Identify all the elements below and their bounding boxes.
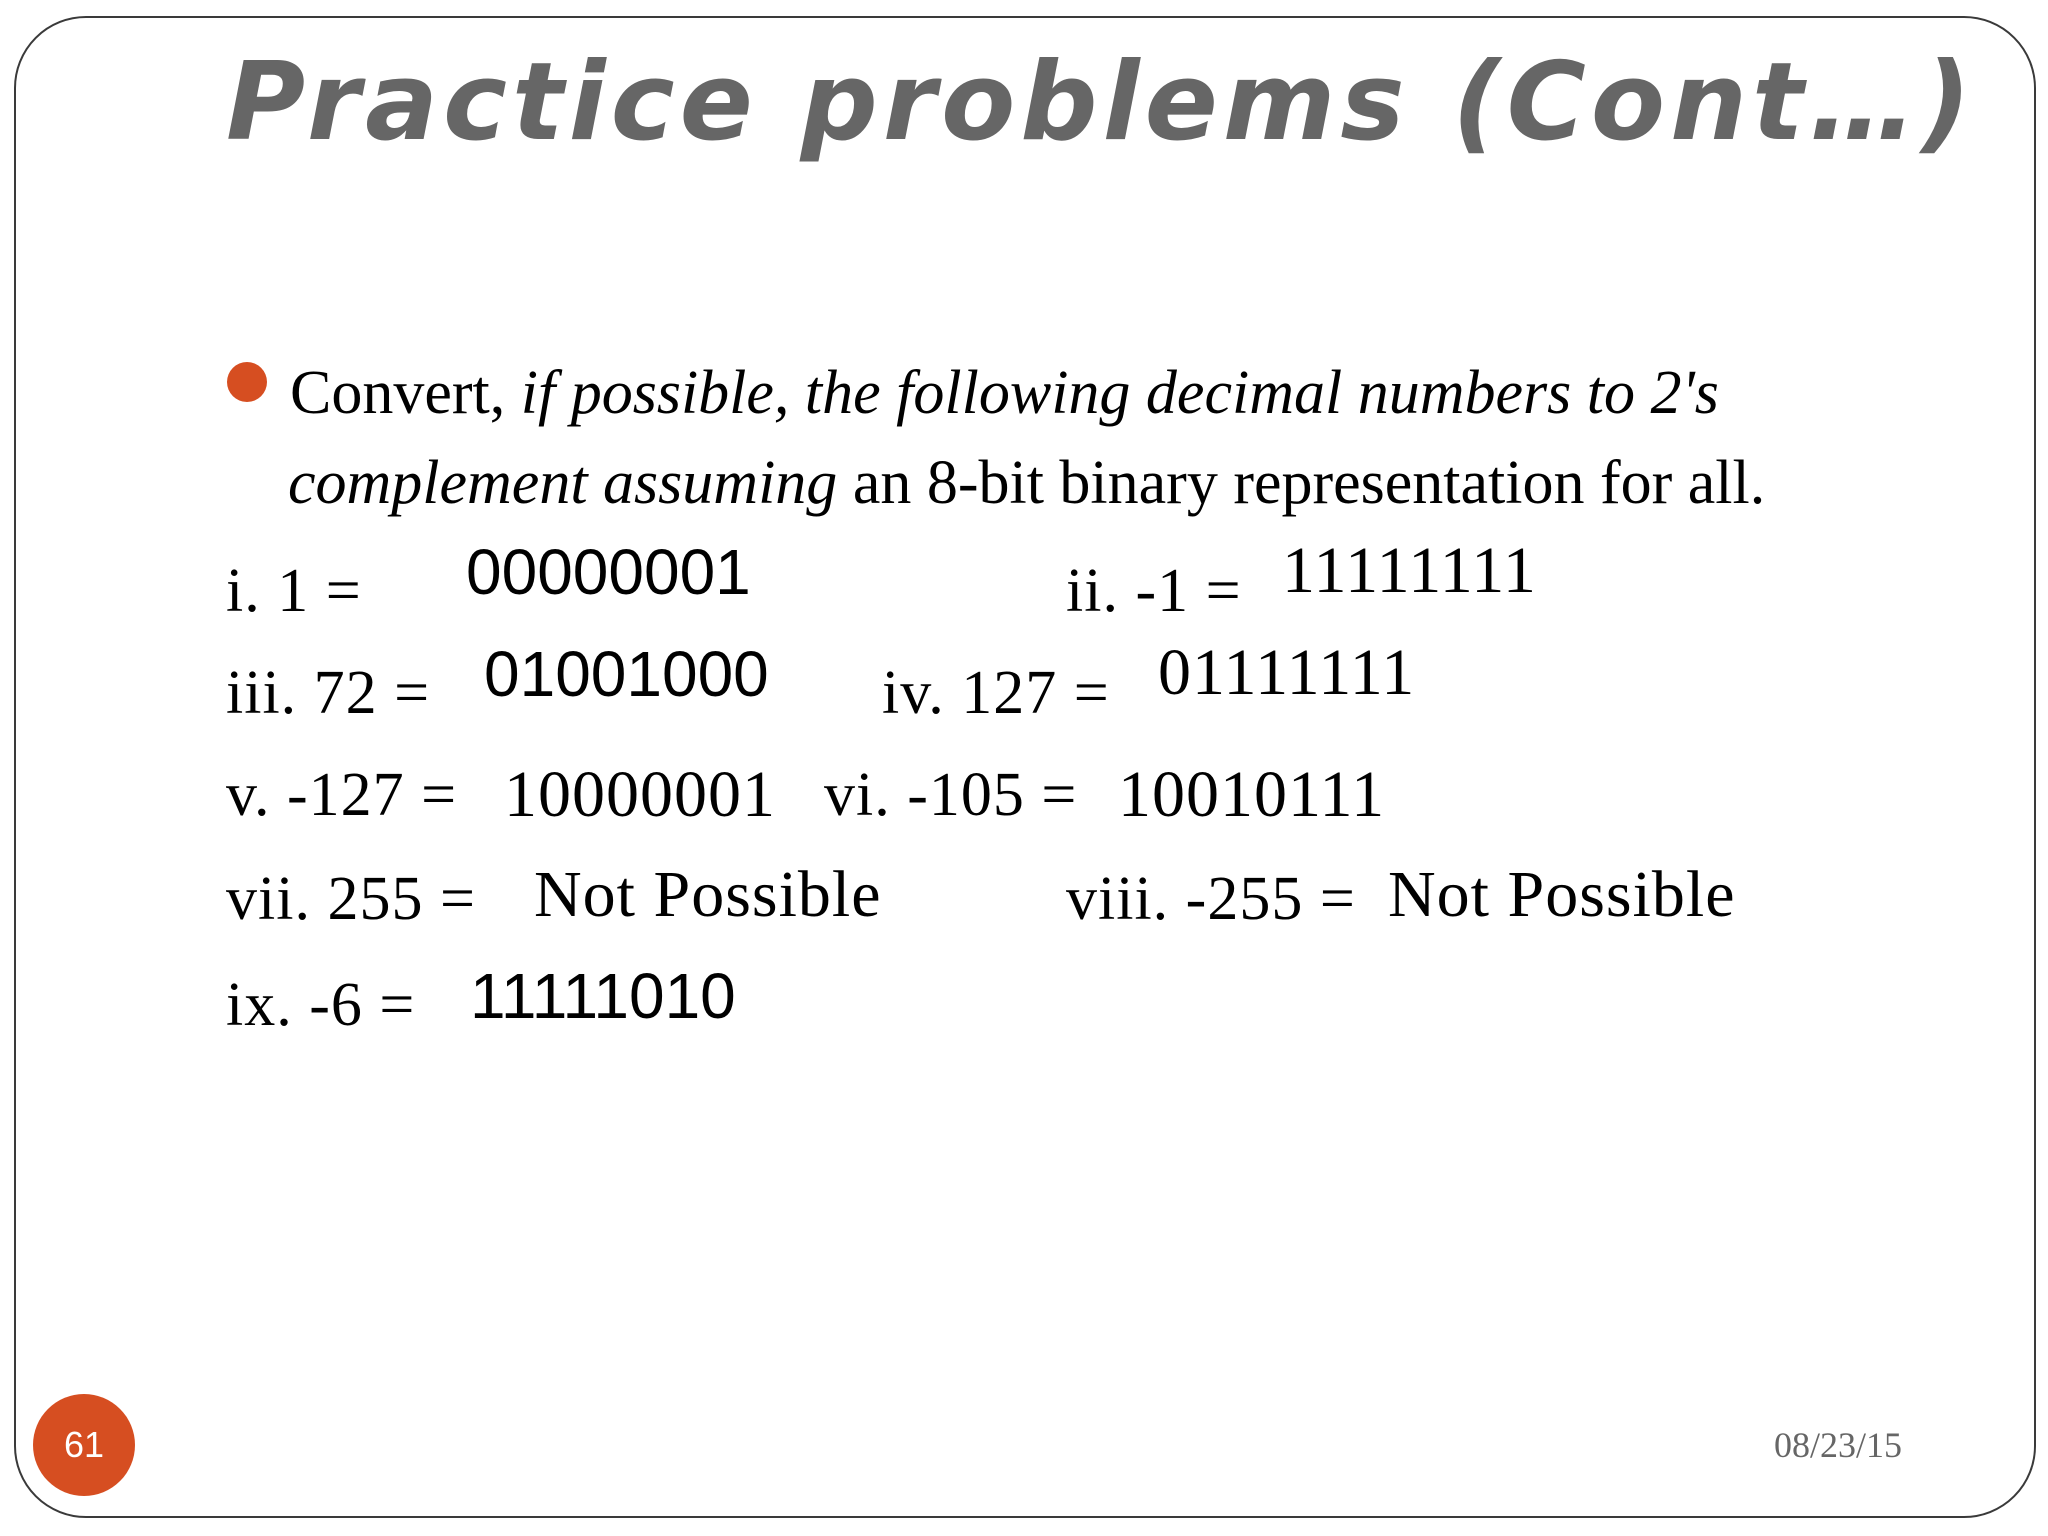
item-label-i: i. 1 = [226,557,362,625]
item-label-viii: viii. -255 = [1066,865,1356,933]
item-answer-iv: 01111111 [1158,636,1416,709]
item-label-v: v. -127 = [226,761,458,829]
bullet-text-italic-2: complement assuming [288,449,838,517]
bullet-line-1 [290,359,1719,427]
slide-date: 08/23/15 [1774,1425,1903,1465]
bullet-dot [227,362,267,402]
bullet-text-italic-1: if possible, the following decimal numbers to 2's [520,359,1719,427]
item-answer-v: 10000001 [504,758,776,831]
item-answer-vi: 10010111 [1118,758,1386,831]
page-number-badge: 61 [33,1394,135,1496]
slide-title: Practice problems (Cont…) [226,40,1976,165]
item-label-ii: ii. -1 = [1066,557,1242,625]
item-answer-vii: Not Possible [534,858,882,931]
item-answer-ix: 11111010 [470,960,736,1032]
item-answer-iii: 01001000 [484,638,769,710]
bullet-text-rest: an 8-bit binary representation for all. [837,449,1766,517]
bullet-line-2 [288,449,1766,517]
item-answer-ii: 11111111 [1282,534,1537,607]
item-label-vii: vii. 255 = [226,865,476,933]
item-answer-i: 00000001 [466,536,751,608]
item-label-ix: ix. -6 = [226,971,416,1039]
item-label-iv: iv. 127 = [882,659,1110,727]
item-label-vi: vi. -105 = [824,761,1078,829]
item-answer-viii: Not Possible [1388,858,1736,931]
item-label-iii: iii. 72 = [226,659,431,727]
bullet-text-convert: Convert, [290,359,521,427]
